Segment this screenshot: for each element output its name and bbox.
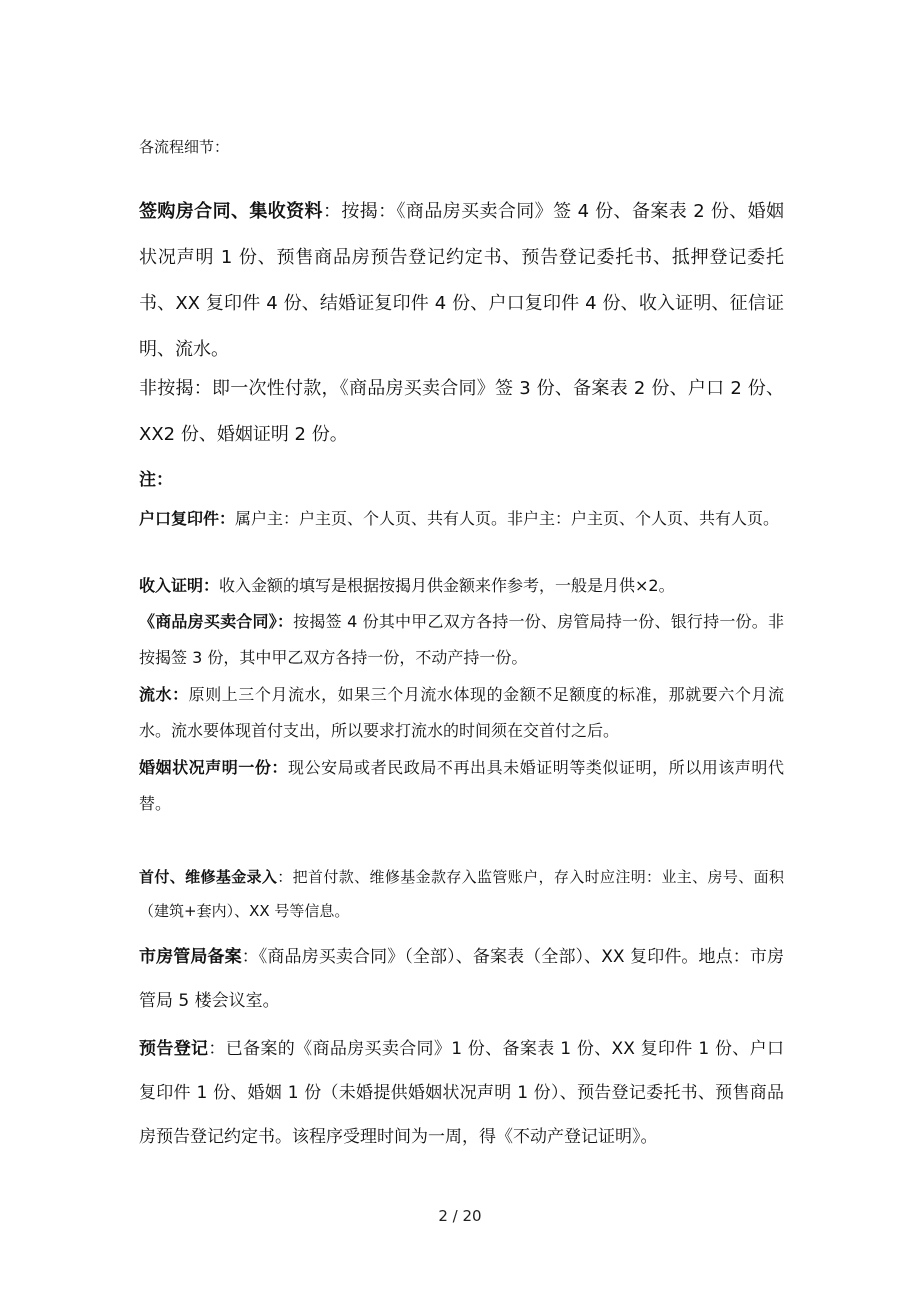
down-payment-heading: 首付、维修基金录入 xyxy=(139,868,278,886)
housing-record-heading: 市房管局备案 xyxy=(139,947,242,967)
note-marriage-statement xyxy=(139,750,784,822)
page-number: 2 / 20 xyxy=(438,1207,482,1225)
pre-registration-body: ：已备案的《商品房买卖合同》1 份、备案表 1 份、XX 复印件 1 份、户口复印件 1 份、婚姻 1 份（未婚提供婚姻状况声明 1 份）、预告登记委托书、预售商品房预告登记约定书。该程序受理时间为一周，得《不动产登记证明》。 xyxy=(139,1039,784,1147)
note-text: 属户主：户主页、个人页、共有人页。非户主：户主页、个人页、共有人页。 xyxy=(235,509,780,528)
note-label: 收入证明： xyxy=(139,576,220,595)
non-mortgage-text: 非按揭：即一次性付款，《商品房买卖合同》签 3 份、备案表 2 份、户口 2 份、XX2 份、婚姻证明 2 份。 xyxy=(139,378,784,445)
intro-line xyxy=(139,133,784,161)
sign-purchase-heading: 签购房合同、集收资料 xyxy=(139,201,323,222)
sign-purchase-paragraph xyxy=(139,189,784,373)
note-bank-statement xyxy=(139,677,784,749)
note-text: 按揭签 4 份其中甲乙双方各持一份、房管局持一份、银行持一份。非按揭签 3 份，其中甲乙双方各持一份，不动产持一份。 xyxy=(139,612,784,667)
note-sales-contract xyxy=(139,604,784,676)
housing-record-paragraph xyxy=(139,935,784,1023)
note-text: 收入金额的填写是根据按揭月供金额来作参考，一般是月供×2。 xyxy=(219,576,675,595)
intro-text: 各流程细节： xyxy=(139,138,230,156)
note-label: 《商品房买卖合同》： xyxy=(139,612,294,631)
pre-registration-paragraph xyxy=(139,1027,784,1159)
housing-record-body: ：《商品房买卖合同》（全部）、备案表（全部）、XX 复印件。地点：市房管局 5 楼会议室。 xyxy=(139,947,785,1011)
down-payment-paragraph xyxy=(139,860,784,928)
note-income-proof xyxy=(139,568,784,604)
note-label: 婚姻状况声明一份： xyxy=(139,758,288,777)
sign-purchase-body: ：按揭：《商品房买卖合同》签 4 份、备案表 2 份、婚姻状况声明 1 份、预售商品房预告登记约定书、预告登记委托书、抵押登记委托书、XX 复印件 4 份、结婚证复印件 4 份、户口复印件 4 份、收入证明、征信证明、流水。 xyxy=(139,201,784,360)
non-mortgage-paragraph xyxy=(139,366,784,458)
note-text: 原则上三个月流水，如果三个月流水体现的金额不足额度的标准，那就要六个月流水。流水要体现首付支出，所以要求打流水的时间须在交首付之后。 xyxy=(139,685,784,740)
note-heading xyxy=(139,465,784,495)
note-heading-text: 注： xyxy=(139,470,173,490)
note-label: 流水： xyxy=(139,685,189,704)
note-label: 户口复印件： xyxy=(139,509,236,528)
note-text: 现公安局或者民政局不再出具未婚证明等类似证明，所以用该声明代替。 xyxy=(139,758,784,813)
pre-registration-heading: 预告登记 xyxy=(139,1039,209,1059)
note-hukou-copy xyxy=(139,501,784,537)
down-payment-body: ：把首付款、维修基金款存入监管账户，存入时应注明：业主、房号、面积（建筑+套内）、XX 号等信息。 xyxy=(139,868,784,920)
